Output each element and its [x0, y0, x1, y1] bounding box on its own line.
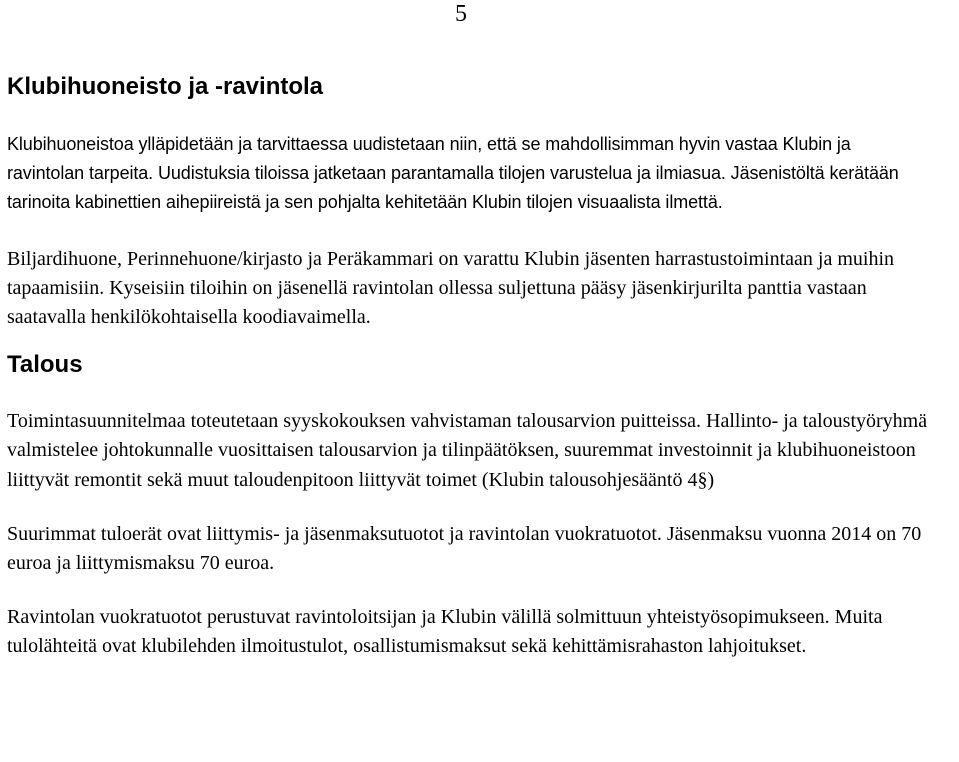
section-heading-klubihuoneisto: Klubihuoneisto ja -ravintola	[7, 73, 324, 100]
paragraph-talous-plan: Toimintasuunnitelmaa toteutetaan syyskokouksen vahvistaman talousarvion puitteissa. Hallinto- ja taloustyöryhmä valmistelee johtokunnalle vuosittaisen talousarvion ja tilinpäätöksen, suuremmat investoinnit ja klubihuoneistoon liittyvät remontit sekä muut taloudenpitoon liittyvät toimet (Klubin talousohjesääntö 4§)	[7, 410, 928, 491]
section-heading-talous: Talous	[7, 351, 83, 379]
paragraph-talous-rent: Ravintolan vuokratuotot perustuvat ravintoloitsijan ja Klubin välillä solmittuun yhteistyösopimukseen. Muita tulolähteitä ovat klubilehden ilmoitustulot, osallistumismaksut sekä kehittämisrahaston lahjoitukset.	[7, 606, 883, 658]
page-number: 5	[455, 1, 467, 27]
paragraph-klubihuoneisto-upkeep: Klubihuoneistoa ylläpidetään ja tarvittaessa uudistetaan niin, että se mahdollisimman hyvin vastaa Klubin ja ravintolan tarpeita. Uudistuksia tiloissa jatketaan parantamalla tilojen varustelua ja ilmiasua. Jäsenistöltä kerätään tarinoita kabinettien aihepiireistä ja sen pohjalta kehitetään Klubin tilojen visuaalista ilmettä.	[7, 134, 899, 213]
paragraph-klubihuoneisto-rooms: Biljardihuone, Perinnehuone/kirjasto ja Peräkammari on varattu Klubin jäsenten harrastustoimintaan ja muihin tapaamisiin. Kyseisiin tiloihin on jäsenellä ravintolan ollessa suljettuna pääsy jäsenkirjurilta panttia vastaan saatavalla henkilökohtaisella koodiavaimella.	[7, 247, 895, 329]
document-body	[7, 70, 957, 662]
paragraph-talous-income: Suurimmat tuloerät ovat liittymis- ja jäsenmaksutuotot ja ravintolan vuokratuotot. Jäsenmaksu vuonna 2014 on 70 euroa ja liittymismaksu 70 euroa.	[7, 522, 922, 575]
